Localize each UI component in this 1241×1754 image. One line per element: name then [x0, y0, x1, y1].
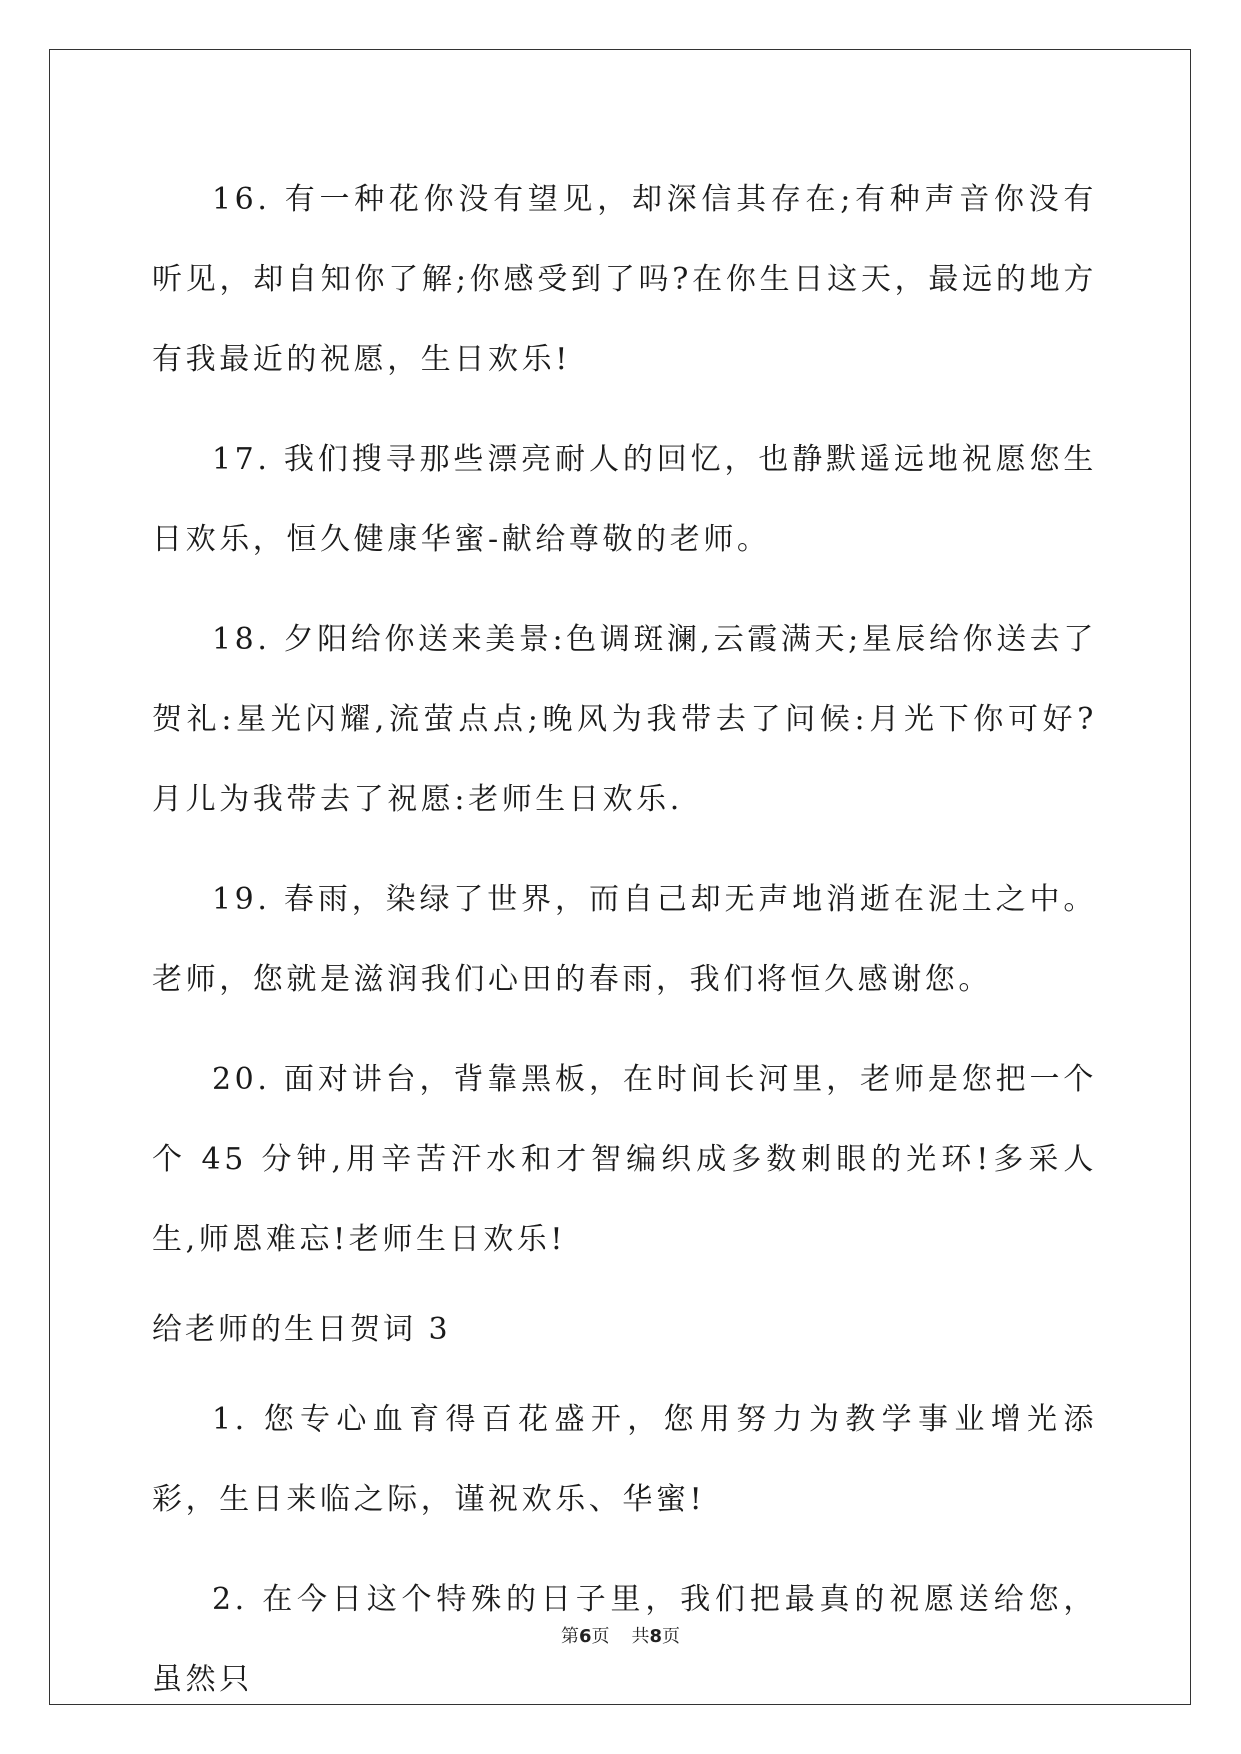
paragraph-17: 17. 我们搜寻那些漂亮耐人的回忆，也静默遥远地祝愿您生日欢乐，恒久健康华蜜-献给尊敬的老师。 — [152, 442, 1097, 557]
total-prefix: 共 — [631, 1626, 650, 1647]
section-paragraph-2: 2. 在今日这个特殊的日子里，我们把最真的祝愿送给您，虽然只 — [152, 1582, 1097, 1697]
paragraph-16: 16. 有一种花你没有望见，却深信其存在;有种声音你没有听见，却自知你了解;你感受到了吗?在你生日这天，最远的地方有我最近的祝愿，生日欢乐! — [152, 182, 1097, 377]
paragraph-18: 18. 夕阳给你送来美景:色调斑澜,云霞满天;星辰给你送去了贺礼:星光闪耀,流萤点点;晚风为我带去了问候:月光下你可好?月儿为我带去了祝愿:老师生日欢乐. — [152, 622, 1097, 817]
current-page-number: 6 — [578, 1626, 592, 1647]
paragraph-19: 19. 春雨，染绿了世界，而自己却无声地消逝在泥土之中。老师，您就是滋润我们心田的春雨，我们将恒久感谢您。 — [152, 882, 1097, 997]
section-paragraph-1: 1. 您专心血育得百花盛开，您用努力为教学事业增光添彩，生日来临之际，谨祝欢乐、华蜜! — [152, 1402, 1097, 1517]
paragraph-20: 20. 面对讲台，背靠黑板，在时间长河里，老师是您把一个个 45 分钟,用辛苦汗水和才智编织成多数刺眼的光环!多采人生,师恩难忘!老师生日欢乐! — [152, 1062, 1097, 1257]
page-prefix: 第 — [560, 1626, 579, 1647]
section-heading: 给老师的生日贺词 3 — [152, 1312, 451, 1347]
total-suffix: 页 — [662, 1626, 681, 1647]
page-footer — [0, 1622, 1241, 1648]
document-body — [152, 160, 1097, 1740]
page-suffix: 页 — [591, 1626, 610, 1647]
total-pages-number: 8 — [649, 1626, 663, 1647]
